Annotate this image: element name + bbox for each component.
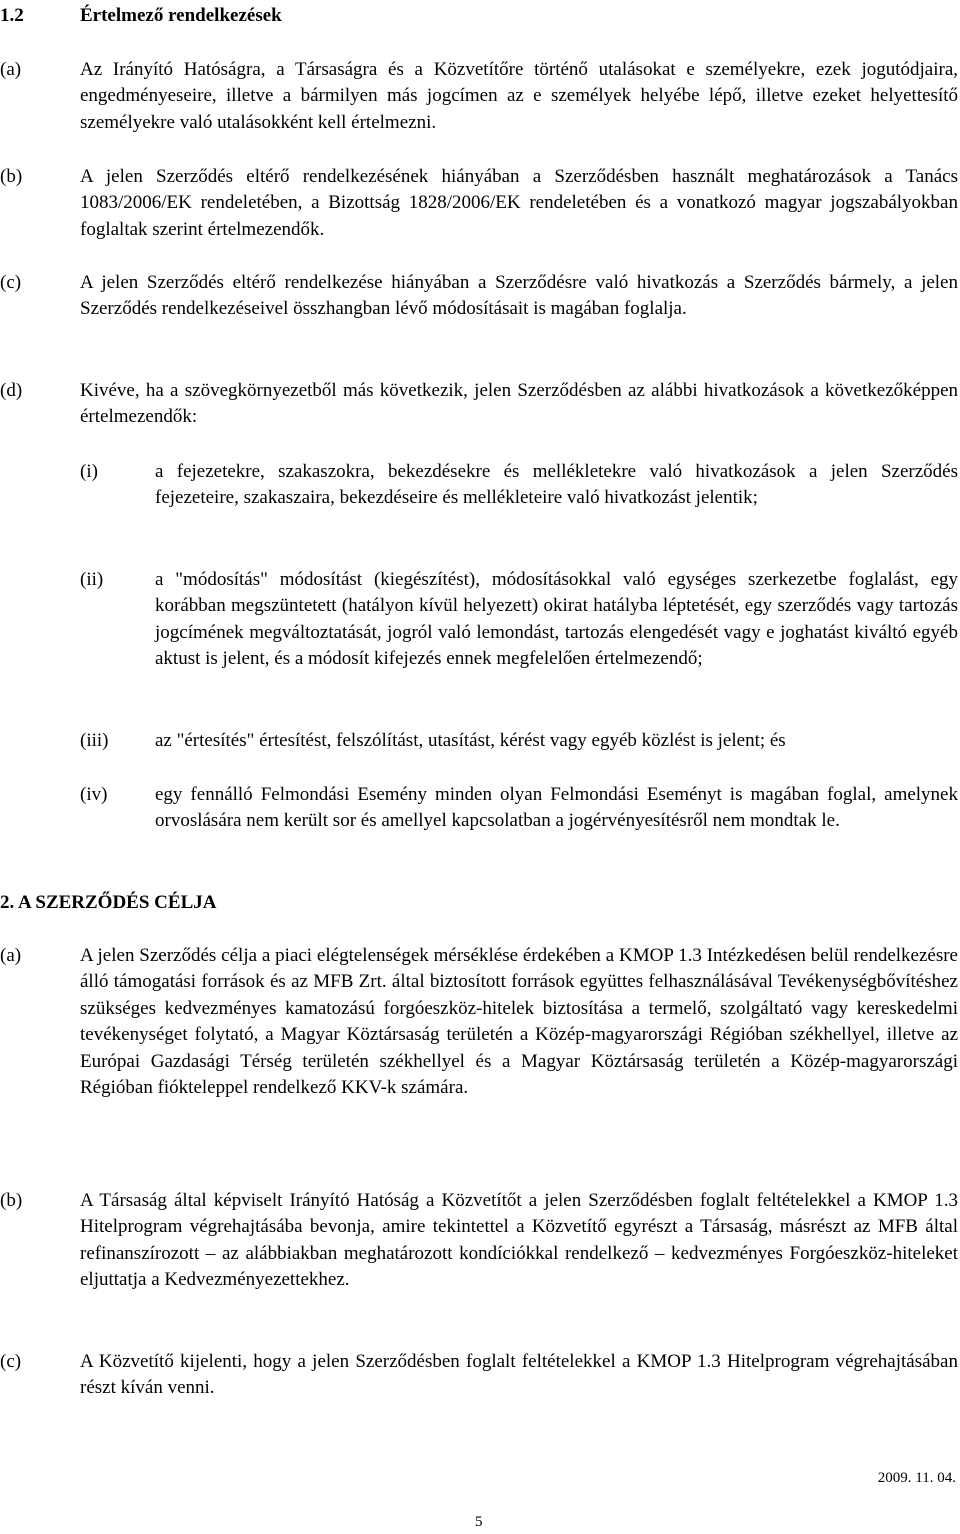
item-text: A Közvetítő kijelenti, hogy a jelen Szerződésben foglalt feltételekkel a KMOP 1.3 Hitelprogram végrehajtásában részt kíván venni.	[80, 1351, 958, 1399]
item-text: Az Irányító Hatóságra, a Társaságra és a Közvetítőre történő utalásokat e személyekre, ezek jogutódjaira, engedményeseire, illetve a bármilyen más jogcímen az e személyek helyébe lépő, illetve ezeket helyettesítő személyekre való utalásokként kell értelmezni.	[80, 59, 958, 133]
item-label: (b)	[0, 166, 23, 187]
subitem-text: egy fennálló Felmondási Esemény minden olyan Felmondási Eseményt is magában foglal, amelynek orvoslására nem került sor és amellyel kapcsolatban a jogérvényesítésről nem mondtak le.	[155, 784, 958, 832]
item-text: A Társaság által képviselt Irányító Hatóság a Közvetítőt a jelen Szerződésben foglalt feltételekkel a KMOP 1.3 Hitelprogram végrehajtásába bevonja, amire tekintettel a Közvetítő egyrészt a Társaság, másrészt az MFB által refinanszírozott – az alábbiakban meghatározott kondíciókkal rendelkező – kedvezményes Forgóeszköz-hiteleket eljuttatja a Kedvezményezettekhez.	[80, 1190, 958, 1291]
item-label: (d)	[0, 380, 23, 401]
section-number: 1.2	[0, 5, 24, 26]
item-text: A jelen Szerződés eltérő rendelkezése hiányában a Szerződésre való hivatkozás a Szerződés bármely, a jelen Szerződés rendelkezéseivel összhangban lévő módosításait is magában foglalja.	[80, 272, 958, 320]
item-text: Kivéve, ha a szövegkörnyezetből más következik, jelen Szerződésben az alábbi hivatkozások a következőképpen értelmezendők:	[80, 380, 958, 428]
section-title: Értelmező rendelkezések	[80, 5, 282, 26]
section-2-title: 2. A SZERZŐDÉS CÉLJA	[0, 892, 217, 913]
subitem-label: (iii)	[80, 730, 109, 751]
subitem-label: (i)	[80, 461, 98, 482]
item-label: (a)	[0, 945, 22, 966]
subitem-text: az "értesítés" értesítést, felszólítást, utasítást, kérést vagy egyéb közlést is jelent; és	[155, 730, 786, 751]
item-label: (b)	[0, 1190, 23, 1211]
subitem-text: a fejezetekre, szakaszokra, bekezdésekre és mellékletekre való hivatkozások a jelen Szerződés fejezeteire, szakaszaira, bekezdéseire és mellékleteire való hivatkozást jelentik;	[155, 461, 958, 509]
footer-date: 2009. 11. 04.	[877, 1470, 956, 1486]
page-number: 5	[475, 1514, 483, 1530]
subitem-label: (iv)	[80, 784, 108, 805]
item-text: A jelen Szerződés célja a piaci elégtelenségek mérséklése érdekében a KMOP 1.3 Intézkedésen belül rendelkezésre álló támogatási források és az MFB Zrt. által biztosított források együttes felhasználásával Tevékenységbővítéshez szükséges kedvezményes kamatozású forgóeszköz-hitelek biztosítása a termelő, szolgáltató vagy kereskedelmi tevékenységet folytató, a Magyar Köztársaság területén a Közép-magyarországi Régióban székhellyel, illetve az Európai Gazdasági Térség területén székhellyel és a Magyar Köztársaság területén a Közép-magyarországi Régióban fiókteleppel rendelkező KKV-k számára.	[80, 945, 958, 1099]
item-label: (c)	[0, 1351, 22, 1372]
item-label: (c)	[0, 272, 22, 293]
subitem-label: (ii)	[80, 569, 104, 590]
item-text: A jelen Szerződés eltérő rendelkezésének hiányában a Szerződésben használt meghatározások a Tanács 1083/2006/EK rendeletében, a Bizottság 1828/2006/EK rendeletében és a vonatkozó magyar jogszabályokban foglaltak szerint értelmezendők.	[80, 166, 958, 240]
subitem-text: a "módosítás" módosítást (kiegészítést), módosításokkal való egységes szerkezetbe foglalást, egy korábban megszüntetett (hatályon kívül helyezett) okirat hatályba léptetését, egy szerződés vagy tartozás jogcímének megváltoztatását, jogról való lemondást, tartozás elengedését vagy e joghatást kiváltó egyéb aktust is jelent, és a módosít kifejezés ennek megfelelően értelmezendő;	[155, 569, 958, 670]
item-label: (a)	[0, 59, 22, 80]
